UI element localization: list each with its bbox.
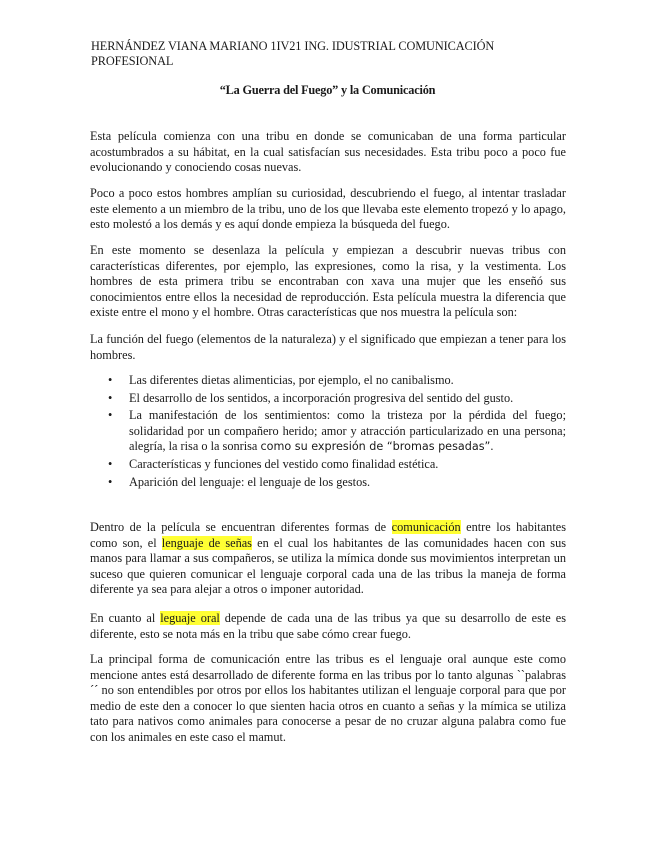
- paragraph-block-5: [90, 520, 566, 598]
- author-header: HERNÁNDEZ VIANA MARIANO 1IV21 ING. IDUSTRIAL COMUNICACIÓN PROFESIONAL: [91, 39, 495, 68]
- list-item: [90, 457, 566, 473]
- characteristics-list: [90, 373, 566, 492]
- paragraph-6: [90, 611, 566, 642]
- bullet-icon: •: [108, 408, 113, 423]
- list-item-text-tail: como su expresión de “bromas pesadas”: [260, 440, 491, 454]
- paragraph-1: Esta película comienza con una tribu en donde se comunicaban de una forma particular acostumbrados a su hábitat, en la cual satisfacían sus necesidades. Esta tribu poco a poco fue evolucionando y conociendo cosas nuevas.: [90, 129, 566, 175]
- highlight-lenguaje-senas: lenguaje de señas: [161, 535, 252, 550]
- text-run: en el cual los habitantes de las comunidades hacen con sus manos para llamar a sus compañeros, se utiliza la mímica donde sus movimientos interpretan un suceso que quieren comunicar el lenguaje corporal cada una de las tribus la maneja de forma diferente ya sea para alejar a otros o imponer autoridad.: [90, 535, 566, 597]
- text-run: En cuanto al: [90, 611, 161, 625]
- paragraph-block-3: [90, 243, 566, 321]
- bullet-icon: •: [108, 474, 113, 489]
- paragraph-block-6: [90, 611, 566, 642]
- paragraph-4: La función del fuego (elementos de la naturaleza) y el significado que empiezan a tener para los hombres.: [90, 332, 566, 362]
- paragraph-3: En este momento se desenlaza la película y empiezan a descubrir nuevas tribus con características diferentes, por ejemplo, las expresiones, como la risa, y la vestimenta. Los hombres de esta primera tribu se encontraban con xava una mujer que les enseñó sus conocimientos entre ellos la necesidad de reproducción. Esta película muestra la diferencia que existe entre el mono y el hombre. Otras características que nos muestra la película son:: [90, 243, 566, 320]
- list-item-text: Las diferentes dietas alimenticias, por ejemplo, el no canibalismo.: [129, 373, 454, 387]
- list-item: [90, 391, 566, 407]
- bullet-icon: •: [108, 456, 113, 471]
- list-item-text: El desarrollo de los sentidos, a incorporación progresiva del sentido del gusto.: [129, 390, 514, 405]
- list-item-text: Características y funciones del vestido como finalidad estética.: [129, 456, 439, 471]
- document-title: “La Guerra del Fuego” y la Comunicación: [219, 83, 436, 97]
- paragraph-block-2: [90, 186, 566, 233]
- text-run: entre los habitantes como son, el: [90, 520, 566, 550]
- paragraph-2: Poco a poco estos hombres amplían su curiosidad, descubriendo el fuego, al intentar trasladar este elemento a un miembro de la tribu, uno de los que llevaba este elemento tropezó y lo apago, esto molestó a los demás y es aquí donde empieza la búsqueda del fuego.: [90, 186, 566, 232]
- paragraph-intro: [90, 129, 566, 176]
- list-item-text: Aparición del lenguaje: el lenguaje de los gestos.: [129, 474, 371, 489]
- list-item-period: .: [490, 439, 494, 454]
- text-run: Dentro de la película se encuentran diferentes formas de: [90, 520, 392, 534]
- text-run: depende de cada una de las tribus ya que su desarrollo de este es diferente, esto se nota más en la tribu que sabe cómo crear fuego.: [90, 611, 566, 641]
- paragraph-7: La principal forma de comunicación entre las tribus es el lenguaje oral aunque este como mencione antes está desarrollado de diferente forma en las tribus por lo tanto algunas ``palabras´´ no son entendibles por otros por ellos los habitantes utilizan el lenguaje corporal para que por medio de este den a conocer lo que sienten hacia otros en cuanto a señas y la mímica se utiliza tato para nativos como animales para conocerse a pesar de no cruzar alguna palabra como fue con los animales en este caso el mamut.: [90, 652, 566, 744]
- paragraph-block-7: [90, 652, 566, 746]
- list-item: [90, 408, 566, 455]
- list-item: [90, 373, 566, 389]
- list-item: [90, 475, 566, 491]
- list-item-text: La manifestación de los sentimientos: como la tristeza por la pérdida del fuego; solidaridad por un compañero herido; amor y atracción particularizado en una persona; alegría, la risa o la sonrisa: [129, 408, 566, 454]
- bullet-icon: •: [108, 373, 113, 387]
- highlight-comunicacion: comunicación: [391, 520, 461, 534]
- paragraph-5: [90, 520, 566, 598]
- bullet-icon: •: [108, 390, 113, 405]
- paragraph-block-4: [90, 332, 566, 363]
- highlight-lenguaje-oral: leguaje oral: [160, 611, 220, 625]
